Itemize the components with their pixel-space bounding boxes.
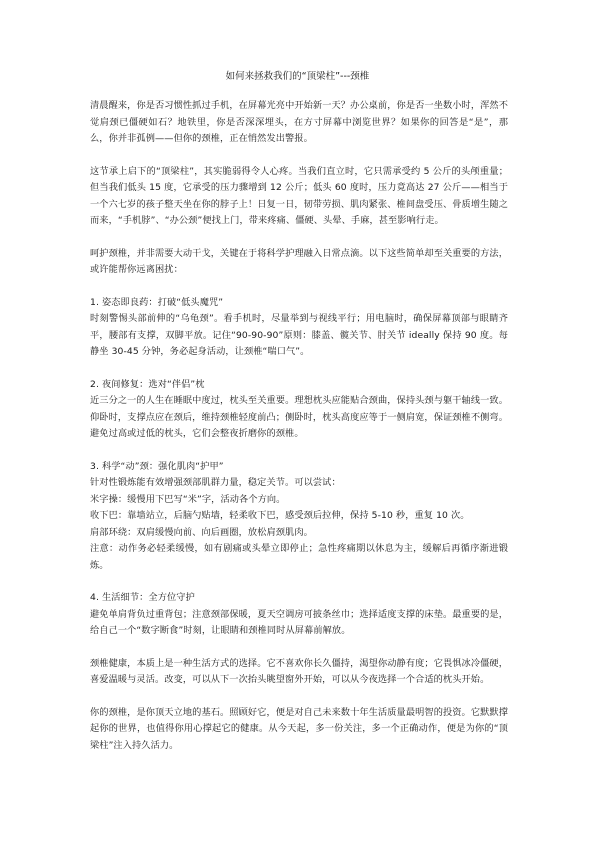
section-exercise (90, 459, 508, 575)
document-title: 如何来拯救我们的“顶梁柱”---颈椎 (225, 71, 370, 82)
section-heading: 1. 姿态即良药：打破“低头魔咒” (90, 296, 224, 308)
paragraph-close-2 (90, 705, 508, 755)
paragraph-text: 呵护颈椎，并非需要大动干戈，关键在于将科学护理融入日常点滴。以下这些简单却至关重要的方法，或许能帮你远离困扰： (90, 247, 508, 275)
section-text: 近三分之一的人生在睡眠中度过，枕头至关重要。理想枕头应能贴合颈曲，保持头颈与躯干轴线一致。仰卧时，支撑点应在颈后，维持颈椎轻度前凸；侧卧时，枕头高度应等于一侧肩宽，保证颈椎不侧弯。避免过高或过低的枕头，它们会整夜折磨你的颈椎。 (90, 395, 508, 439)
section-heading: 4. 生活细节：全方位守护 (90, 592, 195, 603)
paragraph-intro-2 (90, 164, 508, 230)
paragraph-text: 清晨醒来，你是否习惯性抓过手机，在屏幕光亮中开始新一天？办公桌前，你是否一坐数小时，浑然不觉肩颈已僵硬如石？地铁里，你是否深深埋头，在方寸屏幕中浏览世界？如果你的回答是“是”，那么，你并非孤例——但你的颈椎，正在悄然发出警报。 (90, 100, 508, 144)
section-lifestyle (90, 590, 508, 640)
paragraph-close-1 (90, 656, 508, 689)
paragraph-intro-1 (90, 98, 508, 148)
section-text: 避免单肩背负过重背包；注意颈部保暖，夏天空调房可披条丝巾；选择适度支撑的床垫。最重要的是，给自己一个“数字断食”时刻，让眼睛和颈椎同时从屏幕前解放。 (90, 608, 508, 636)
paragraph-text: 颈椎健康，本质上是一种生活方式的选择。它不喜欢你长久僵持，渴望你动静有度；它畏惧冰冷僵硬，喜爱温暖与灵活。改变，可以从下一次抬头眺望窗外开始，可以从今夜选择一个合适的枕头开始。 (90, 657, 508, 685)
paragraph-text: 你的颈椎，是你顶天立地的基石。照顾好它，便是对自己未来数十年生活质量最明智的投资。它默默撑起你的世界，也值得你用心撑起它的健康。从今天起，多一份关注，多一个正确动作，便是为你的“顶梁柱”注入持久活力。 (90, 706, 508, 751)
section-pillow (90, 377, 508, 443)
paragraph-text: 这节承上启下的“顶梁柱”，其实脆弱得令人心疼。当我们直立时，它只需承受约 5 公斤的头颅重量；但当我们低头 15 度，它承受的压力骤增到 12 公斤；低头 60 度时，压力竟高达 27 公斤——相当于一个六七岁的孩子整天坐在你的脖子上！日复一日，韧带劳损、肌肉紧张、椎间盘受压、骨质增生随之而来，“手机脖”、“办公颈”便找上门，带来疼痛、僵硬、头晕、手麻，甚至影响行走。 (90, 165, 508, 226)
section-heading: 3. 科学“动”颈：强化肌肉“护甲” (90, 460, 224, 472)
section-heading: 2. 夜间修复：选对“伴侣”枕 (90, 378, 205, 390)
section-text: 时刻警惕头部前伸的“乌龟颈”。看手机时，尽量举到与视线平行；用电脑时，确保屏幕顶部与眼睛齐平，腰部有支撑，双脚平放。记住“90-90-90”原则：膝盖、髋关节、肘关节 ideally 保持 90 度。每静坐 30-45 分钟，务必起身活动，让颈椎“喘口气”。 (90, 313, 508, 357)
section-text: 针对性锻炼能有效增强颈部肌群力量，稳定关节。可以尝试： 米字操：缓慢用下巴写“米”字，活动各个方向。 收下巴：靠墙站立，后脑勺贴墙，轻柔收下巴，感受颈后拉伸，保持 5-10 秒，重复 10 次。 肩部环绕：双肩缓慢向前、向后画圈，放松肩颈肌肉。 注意：动作务必轻柔缓慢，如有剧痛或头晕立即停止；急性疼痛期以休息为主，缓解后再循序渐进锻炼。 (90, 477, 508, 571)
paragraph-intro-3 (90, 246, 508, 279)
section-posture (90, 295, 508, 361)
document-body (90, 98, 508, 770)
